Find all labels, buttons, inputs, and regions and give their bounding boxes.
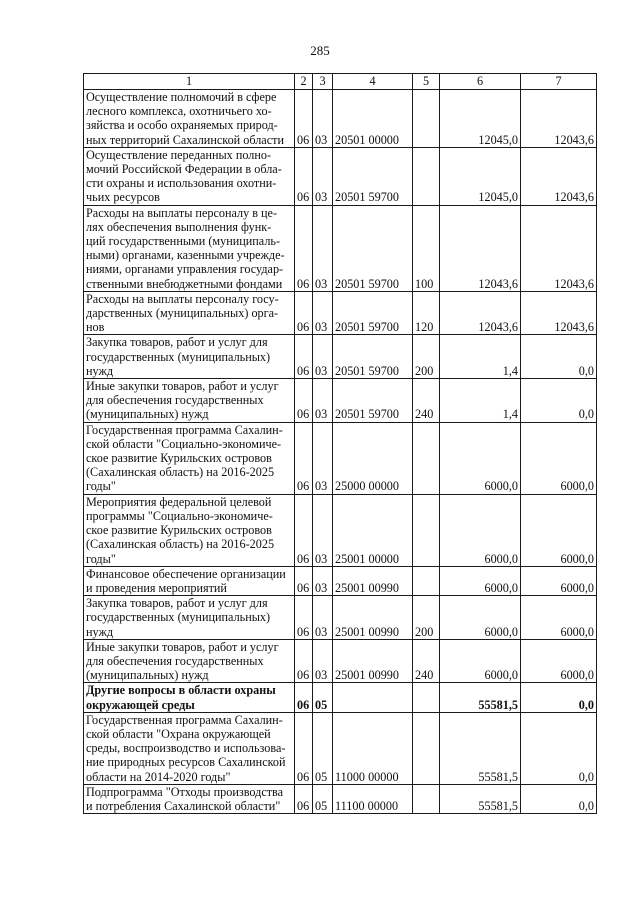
cell-executed-amount: 6000,0 — [521, 422, 597, 494]
cell-approved-amount: 12045,0 — [440, 147, 521, 205]
budget-table — [83, 73, 597, 814]
cell-section: 06 — [295, 596, 313, 640]
cell-description: Мероприятия федеральной целевой программы "Социально-экономиче- ское развитие Курильских островов (Сахалинская область) на 2016-2025 годы" — [84, 494, 295, 566]
cell-approved-amount: 6000,0 — [440, 422, 521, 494]
cell-executed-amount: 12043,6 — [521, 205, 597, 291]
cell-subsection: 03 — [313, 422, 333, 494]
cell-subsection: 05 — [313, 712, 333, 784]
cell-target-article: 25001 00000 — [333, 494, 413, 566]
table-row — [84, 291, 597, 335]
cell-target-article: 25001 00990 — [333, 639, 413, 683]
cell-executed-amount: 6000,0 — [521, 494, 597, 566]
cell-approved-amount: 12043,6 — [440, 291, 521, 335]
cell-expense-type: 240 — [413, 379, 440, 423]
cell-executed-amount: 0,0 — [521, 335, 597, 379]
cell-section: 06 — [295, 90, 313, 148]
cell-subsection: 03 — [313, 596, 333, 640]
cell-section: 06 — [295, 147, 313, 205]
table-row — [84, 596, 597, 640]
cell-target-article: 11000 00000 — [333, 712, 413, 784]
cell-subsection: 03 — [313, 379, 333, 423]
table-row — [84, 205, 597, 291]
page-number: 285 — [310, 43, 330, 58]
cell-approved-amount: 6000,0 — [440, 566, 521, 595]
cell-expense-type — [413, 90, 440, 148]
table-body — [84, 90, 597, 814]
header-cell-col3: 3 — [313, 74, 333, 90]
cell-expense-type — [413, 422, 440, 494]
cell-target-article: 20501 59700 — [333, 335, 413, 379]
cell-description: Другие вопросы в области охраны окружающей среды — [84, 683, 295, 712]
cell-target-article: 20501 59700 — [333, 379, 413, 423]
table-row — [84, 90, 597, 148]
table-row — [84, 335, 597, 379]
cell-expense-type — [413, 147, 440, 205]
cell-expense-type — [413, 784, 440, 813]
header-cell-col5: 5 — [413, 74, 440, 90]
cell-executed-amount: 0,0 — [521, 784, 597, 813]
cell-description: Закупка товаров, работ и услуг для государственных (муниципальных) нужд — [84, 596, 295, 640]
cell-expense-type — [413, 683, 440, 712]
cell-subsection: 05 — [313, 683, 333, 712]
cell-description: Финансовое обеспечение организации и проведения мероприятий — [84, 566, 295, 595]
cell-executed-amount: 12043,6 — [521, 147, 597, 205]
cell-approved-amount: 1,4 — [440, 379, 521, 423]
table-row — [84, 379, 597, 423]
cell-approved-amount: 12045,0 — [440, 90, 521, 148]
cell-description: Осуществление полномочий в сфере лесного комплекса, охотничьего хо- зяйства и особо охраняемых природ- ных территорий Сахалинской области — [84, 90, 295, 148]
cell-approved-amount: 6000,0 — [440, 494, 521, 566]
cell-expense-type: 100 — [413, 205, 440, 291]
cell-subsection: 03 — [313, 291, 333, 335]
cell-description: Иные закупки товаров, работ и услуг для обеспечения государственных (муниципальных) нужд — [84, 379, 295, 423]
table-row — [84, 683, 597, 712]
cell-target-article: 20501 59700 — [333, 291, 413, 335]
table-row — [84, 422, 597, 494]
cell-description: Расходы на выплаты персоналу госу- дарственных (муниципальных) орга- нов — [84, 291, 295, 335]
header-cell-col4: 4 — [333, 74, 413, 90]
cell-description: Государственная программа Сахалин- ской области "Охрана окружающей среды, воспроизводство и использова- ние природных ресурсов Сахалинской области на 2014-2020 годы" — [84, 712, 295, 784]
cell-expense-type: 120 — [413, 291, 440, 335]
cell-target-article: 25001 00990 — [333, 566, 413, 595]
cell-subsection: 03 — [313, 639, 333, 683]
header-cell-col1: 1 — [84, 74, 295, 90]
cell-approved-amount: 6000,0 — [440, 596, 521, 640]
cell-section: 06 — [295, 291, 313, 335]
cell-executed-amount: 12043,6 — [521, 90, 597, 148]
cell-subsection: 03 — [313, 335, 333, 379]
table-row — [84, 566, 597, 595]
cell-executed-amount: 0,0 — [521, 712, 597, 784]
cell-target-article: 25001 00990 — [333, 596, 413, 640]
cell-section: 06 — [295, 205, 313, 291]
cell-target-article — [333, 683, 413, 712]
cell-subsection: 03 — [313, 494, 333, 566]
cell-approved-amount: 55581,5 — [440, 712, 521, 784]
cell-section: 06 — [295, 494, 313, 566]
cell-expense-type: 200 — [413, 335, 440, 379]
cell-expense-type — [413, 566, 440, 595]
table-row — [84, 147, 597, 205]
cell-description: Подпрограмма "Отходы производства и потребления Сахалинской области" — [84, 784, 295, 813]
table-row — [84, 639, 597, 683]
cell-section: 06 — [295, 639, 313, 683]
table-row — [84, 784, 597, 813]
cell-description: Государственная программа Сахалин- ской области "Социально-экономиче- ское развитие Курильских островов (Сахалинская область) на 2016-2025 годы" — [84, 422, 295, 494]
cell-approved-amount: 12043,6 — [440, 205, 521, 291]
header-row — [84, 74, 597, 90]
cell-executed-amount: 0,0 — [521, 683, 597, 712]
cell-target-article: 20501 00000 — [333, 90, 413, 148]
cell-section: 06 — [295, 335, 313, 379]
cell-target-article: 20501 59700 — [333, 147, 413, 205]
cell-executed-amount: 6000,0 — [521, 596, 597, 640]
cell-expense-type: 240 — [413, 639, 440, 683]
cell-expense-type — [413, 712, 440, 784]
cell-subsection: 03 — [313, 147, 333, 205]
cell-subsection: 03 — [313, 566, 333, 595]
header-cell-col7: 7 — [521, 74, 597, 90]
cell-subsection: 03 — [313, 90, 333, 148]
cell-target-article: 11100 00000 — [333, 784, 413, 813]
cell-section: 06 — [295, 422, 313, 494]
cell-description: Осуществление переданных полно- мочий Российской Федерации в обла- сти охраны и использования охотни- чьих ресурсов — [84, 147, 295, 205]
cell-section: 06 — [295, 683, 313, 712]
cell-executed-amount: 0,0 — [521, 379, 597, 423]
cell-target-article: 25000 00000 — [333, 422, 413, 494]
cell-executed-amount: 6000,0 — [521, 566, 597, 595]
cell-section: 06 — [295, 379, 313, 423]
cell-approved-amount: 1,4 — [440, 335, 521, 379]
cell-description: Расходы на выплаты персоналу в це- лях обеспечения выполнения функ- ций государственными (муниципаль- ными) органами, казенными учрежде- ниями, органами управления государ- ственными внебюджетными фондами — [84, 205, 295, 291]
cell-target-article: 20501 59700 — [333, 205, 413, 291]
cell-approved-amount: 55581,5 — [440, 683, 521, 712]
table-row — [84, 712, 597, 784]
header-cell-col2: 2 — [295, 74, 313, 90]
cell-approved-amount: 55581,5 — [440, 784, 521, 813]
cell-executed-amount: 6000,0 — [521, 639, 597, 683]
cell-expense-type — [413, 494, 440, 566]
cell-subsection: 03 — [313, 205, 333, 291]
header-cell-col6: 6 — [440, 74, 521, 90]
cell-description: Иные закупки товаров, работ и услуг для обеспечения государственных (муниципальных) нужд — [84, 639, 295, 683]
cell-section: 06 — [295, 784, 313, 813]
cell-section: 06 — [295, 566, 313, 595]
cell-approved-amount: 6000,0 — [440, 639, 521, 683]
cell-subsection: 05 — [313, 784, 333, 813]
cell-expense-type: 200 — [413, 596, 440, 640]
cell-executed-amount: 12043,6 — [521, 291, 597, 335]
cell-section: 06 — [295, 712, 313, 784]
cell-description: Закупка товаров, работ и услуг для государственных (муниципальных) нужд — [84, 335, 295, 379]
table-row — [84, 494, 597, 566]
